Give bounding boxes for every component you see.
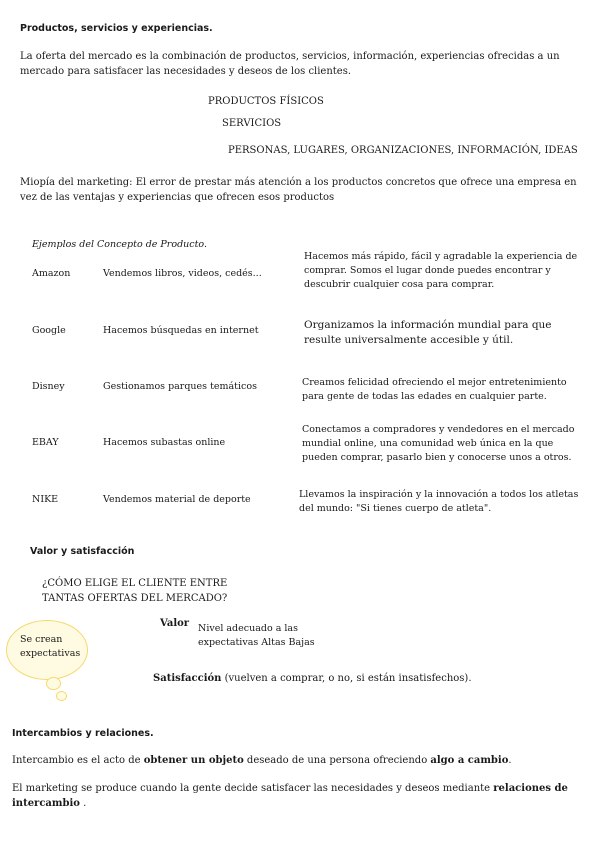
section-title-intercambios: Intercambios y relaciones.	[12, 728, 154, 739]
p1-bold-1: obtener un objeto	[143, 755, 244, 766]
valor-text-line-2: expectativas Altas Bajas	[198, 637, 315, 648]
offer-line-servicios: SERVICIOS	[222, 118, 282, 129]
p1-text-1: Intercambio es el acto de	[12, 755, 144, 766]
cloud-text-line-2: expectativas	[20, 648, 81, 659]
section-title-productos: Productos, servicios y experiencias.	[20, 23, 213, 34]
concept-google: Organizamos la información mundial para que resulte universalmente accesible y útil.	[304, 319, 552, 347]
offer-line-personas: PERSONAS, LUGARES, ORGANIZACIONES, INFORMACIÓN, IDEAS	[228, 145, 578, 156]
concept-amazon: Hacemos más rápido, fácil y agradable la experiencia de comprar. Somos el lugar donde puedes encontrar y descubrir cualquier cosa para comprar.	[304, 251, 578, 290]
marketing-paragraph	[12, 782, 592, 811]
offer-line-productos: PRODUCTOS FÍSICOS	[208, 96, 324, 107]
company-nike: NIKE	[32, 494, 59, 505]
product-nike: Vendemos material de deporte	[103, 494, 251, 505]
question-line-2: TANTAS OFERTAS DEL MERCADO?	[42, 593, 228, 604]
product-ebay: Hacemos subastas online	[103, 437, 226, 448]
p1-end: .	[508, 755, 512, 766]
cloud-text-line-1: Se crean	[20, 634, 63, 645]
product-google: Hacemos búsquedas en internet	[103, 325, 259, 336]
question-line-1: ¿CÓMO ELIGE EL CLIENTE ENTRE	[42, 578, 228, 589]
company-google: Google	[32, 325, 66, 336]
examples-heading: Ejemplos del Concepto de Producto.	[32, 239, 207, 250]
company-disney: Disney	[32, 381, 65, 392]
p2-bold: relaciones de intercambio	[12, 783, 568, 809]
company-ebay: EBAY	[32, 437, 59, 448]
p2-text-1: El marketing se produce cuando la gente decide satisfacer las necesidades y deseos mediante	[12, 783, 494, 794]
concept-disney: Creamos felicidad ofreciendo el mejor entretenimiento para gente de todas las edades en cualquier parte.	[302, 377, 567, 402]
product-amazon: Vendemos libros, videos, cedés...	[103, 268, 262, 279]
satisfaccion-text: (vuelven a comprar, o no, si están insatisfechos).	[221, 673, 472, 684]
p1-bold-2: algo a cambio	[430, 755, 509, 766]
p1-text-2: deseado de una persona ofreciendo	[243, 755, 431, 766]
concept-nike: Llevamos la inspiración y la innovación a todos los atletas del mundo: "Si tienes cuerpo de atleta".	[299, 489, 579, 514]
company-amazon: Amazon	[32, 268, 71, 279]
p2-end: .	[79, 797, 87, 809]
section-title-valor: Valor y satisfacción	[30, 546, 135, 557]
satisfaccion-line	[153, 672, 472, 687]
concept-ebay: Conectamos a compradores y vendedores en el mercado mundial online, una comunidad web única en la que pueden comprar, pasarlo bien y conocerse unos a otros.	[302, 424, 575, 463]
satisfaccion-label: Satisfacción	[153, 673, 222, 684]
product-disney: Gestionamos parques temáticos	[103, 381, 257, 392]
valor-text-line-1: Nivel adecuado a las	[198, 623, 298, 634]
intro-paragraph: La oferta del mercado es la combinación de productos, servicios, información, experiencias ofrecidas a un mercado para satisfacer las necesidades y deseos de los clientes.	[20, 51, 560, 77]
myopia-paragraph: Miopía del marketing: El error de prestar más atención a los productos concretos que ofrece una empresa en vez de las ventajas y experiencias que ofrecen esos productos	[20, 177, 577, 203]
valor-label: Valor	[160, 618, 190, 629]
intercambio-paragraph	[12, 754, 592, 769]
